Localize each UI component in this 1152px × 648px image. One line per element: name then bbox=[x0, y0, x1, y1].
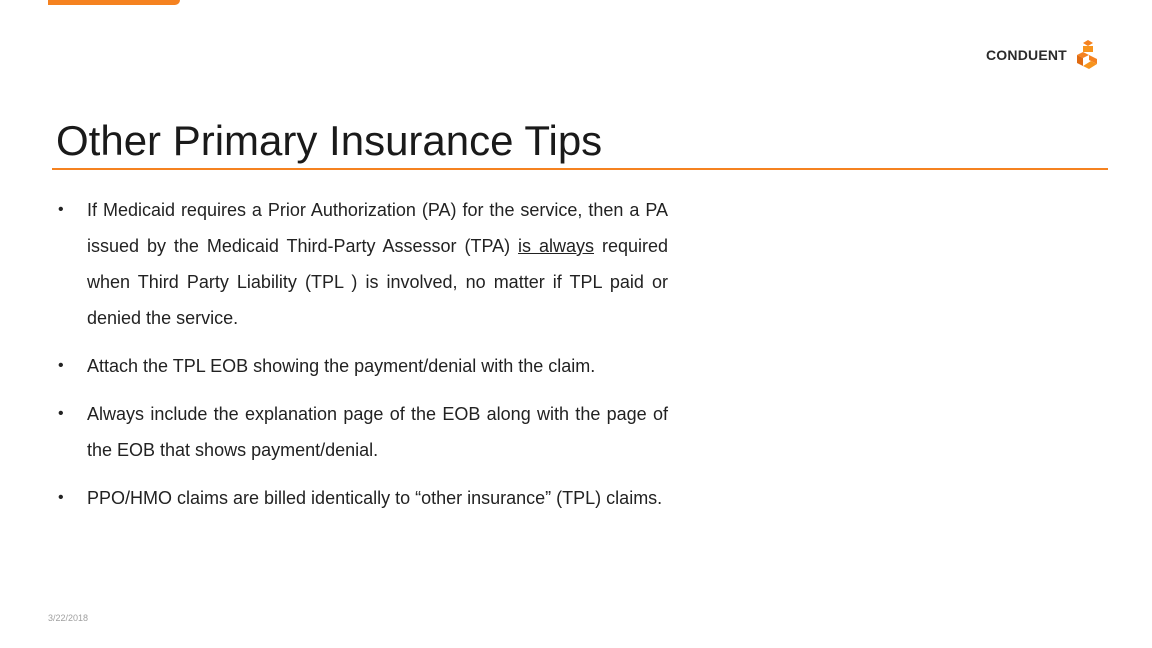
bullet-text: PPO/HMO claims are billed identically to “other insurance” (TPL) claims. bbox=[87, 488, 663, 508]
bullet-marker: • bbox=[58, 201, 64, 218]
conduent-mark-icon bbox=[1071, 38, 1105, 72]
bullet-emphasis: is always bbox=[518, 236, 595, 256]
logo-wordmark: CONDUENT bbox=[986, 47, 1067, 63]
top-accent-tab bbox=[48, 0, 180, 5]
title-divider bbox=[52, 168, 1108, 170]
slide-date: 3/22/2018 bbox=[48, 613, 89, 623]
bullet-marker: • bbox=[58, 489, 64, 506]
bullet-marker: • bbox=[58, 357, 64, 374]
page-title: Other Primary Insurance Tips bbox=[56, 117, 603, 164]
bullet-text-continued: required when Third Party Liability (TPL ) is involved, no matter if TPL paid or denied the service. bbox=[87, 236, 668, 328]
bullet-text: Attach the TPL EOB showing the payment/denial with the claim. bbox=[87, 356, 596, 376]
bullet-item bbox=[56, 348, 668, 384]
bullet-text: Always include the explanation page of the EOB along with the page of the EOB that shows payment/denial. bbox=[87, 404, 668, 460]
bullet-marker: • bbox=[58, 405, 64, 422]
bullet-item bbox=[56, 480, 668, 516]
conduent-logo bbox=[986, 36, 1110, 74]
bullet-list bbox=[56, 192, 668, 528]
bullet-item bbox=[56, 192, 668, 336]
bullet-item bbox=[56, 396, 668, 468]
bullet-text: If Medicaid requires a Prior Authorization (PA) for the service, then a PA issued by the Medicaid Third-Party Assessor (TPA) bbox=[87, 200, 668, 256]
